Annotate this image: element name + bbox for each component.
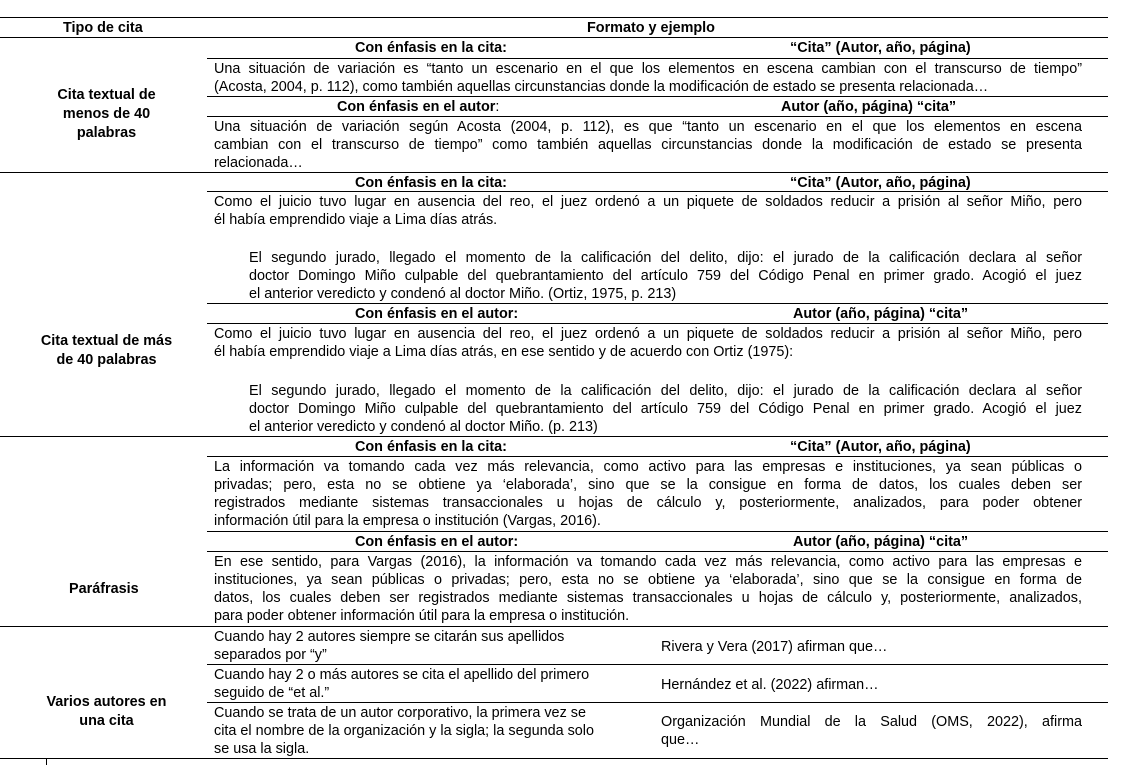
rule — [207, 531, 1108, 532]
emphasis-cita-format: “Cita” (Autor, año, página) — [790, 40, 971, 56]
example-et-al: Hernández et al. (2022) afirman… — [661, 677, 879, 693]
example-mas40-autor-block: El segundo jurado, llegado el momento de la calificación del delito, dijo: el jurado de la calificación declara al señor doctor Domingo Miño culpable del quebrantamiento del artículo 759 del Código Penal en primer grado. Acogió el juez el anterior veredicto y condenó al doctor Miño. (p. 213) — [249, 383, 1082, 435]
emphasis-cita-label: Con énfasis en la cita: — [355, 40, 507, 56]
rule — [207, 551, 1108, 552]
rule — [207, 702, 1108, 703]
type-label-varios-autores: Varios autores en una cita — [46, 694, 167, 729]
rule — [207, 664, 1108, 665]
example-corporate-author: Organización Mundial de la Salud (OMS, 2022), afirma que… — [661, 714, 1082, 748]
rule-section — [0, 172, 1108, 173]
rule — [207, 96, 1108, 97]
emphasis-autor-format: Autor (año, página) “cita” — [793, 306, 969, 322]
rule — [207, 191, 1108, 192]
example-mas40-cita-block: El segundo jurado, llegado el momento de la calificación del delito, dijo: el jurado de la calificación declara al señor doctor Domingo Miño culpable del quebrantamiento del artículo 759 del Código Penal en primer grado. Acogió el juez el anterior veredicto y condenó al doctor Miño. (Ortiz, 1975, p. 213) — [249, 250, 1082, 302]
header-formato-y-ejemplo: Formato y ejemplo — [587, 20, 715, 36]
rule-two-authors: Cuando hay 2 autores siempre se citarán sus apellidos separados por “y” — [214, 629, 565, 663]
header-tipo-de-cita: Tipo de cita — [63, 20, 143, 36]
rule-stub — [46, 758, 47, 765]
emphasis-cita-format: “Cita” (Autor, año, página) — [790, 175, 971, 191]
example-mas40-cita-intro: Como el juicio tuvo lugar en ausencia del reo, el juez ordenó a un piquete de soldados reducir a prisión al señor Miño, pero él había emprendido viaje a Lima días atrás. — [214, 194, 1082, 228]
example-mas40-autor-intro: Como el juicio tuvo lugar en ausencia del reo, el juez ordenó a un piquete de soldados reducir a prisión al señor Miño, pero él había emprendido viaje a Lima días atrás, en ese sentido y de acuerdo con Ortiz (1975): — [214, 326, 1082, 360]
rule — [207, 116, 1108, 117]
emphasis-autor-label: Con énfasis en el autor: — [355, 306, 519, 322]
emphasis-autor-label: Con énfasis en el autor: — [355, 534, 519, 550]
rule-section — [0, 626, 1108, 627]
rule — [207, 58, 1108, 59]
example-parafrasis-cita: La información va tomando cada vez más relevancia, como activo para las empresas e instituciones, ya sean públicas o privadas; pero, esta no se obtiene ya ‘elaborada’, sino que se la consigue en forma de datos, los cuales deben ser registrados mediante sistemas transaccionales u hojas de cálculo y, posteriormente, analizados, para poder obtener información útil para la empresa o institución (Vargas, 2016). — [214, 459, 1082, 529]
rule-top — [0, 17, 1108, 18]
example-parafrasis-autor: En ese sentido, para Vargas (2016), la información va tomando cada vez más relevancia, como activo para las empresas e instituciones, ya sean públicas o privadas; pero, esta no se obtiene ya ‘elaborada’, sino que se la consigue en forma de datos, los cuales deben ser registrados mediante sistemas transaccionales u hojas de cálculo y, posteriormente, analizados, para poder obtener información útil para la empresa o institución. — [214, 554, 1082, 624]
emphasis-cita-format: “Cita” (Autor, año, página) — [790, 439, 971, 455]
example-menos40-autor: Una situación de variación según Acosta (2004, p. 112), es que “tanto un escenario en el que los elementos en escena cambian con el transcurso de tiempo” como también aquellas circunstancias donde la modificación de estado se presenta relacionada… — [214, 119, 1082, 171]
rule-corporate-author: Cuando se trata de un autor corporativo, la primera vez se cita el nombre de la organización y la sigla; la segunda solo se usa la sigla. — [214, 705, 594, 757]
emphasis-cita-label: Con énfasis en la cita: — [355, 175, 507, 191]
rule-bottom — [0, 758, 1108, 759]
emphasis-autor-format: Autor (año, página) “cita” — [793, 534, 969, 550]
rule-header-bottom — [0, 37, 1108, 38]
rule — [207, 456, 1108, 457]
example-two-authors: Rivera y Vera (2017) afirman que… — [661, 639, 888, 655]
type-label-parafrasis: Paráfrasis — [69, 581, 139, 597]
emphasis-autor-format: Autor (año, página) “cita” — [781, 99, 957, 115]
emphasis-autor-label: Con énfasis en el autor: — [337, 99, 500, 115]
emphasis-cita-label: Con énfasis en la cita: — [355, 439, 507, 455]
example-menos40-cita: Una situación de variación es “tanto un escenario en el que los elementos en escena cambian con el transcurso de tiempo” (Acosta, 2004, p. 112), como también aquellas circunstancias donde la modificación de estado se presenta relacionada… — [214, 61, 1082, 95]
rule — [207, 303, 1108, 304]
type-label-menos-40: Cita textual de menos de 40 palabras — [57, 87, 156, 141]
type-label-mas-40: Cita textual de más de 40 palabras — [40, 333, 173, 368]
rule-section — [0, 436, 1108, 437]
rule — [207, 323, 1108, 324]
rule-et-al: Cuando hay 2 o más autores se cita el apellido del primero seguido de “et al.” — [214, 667, 590, 701]
